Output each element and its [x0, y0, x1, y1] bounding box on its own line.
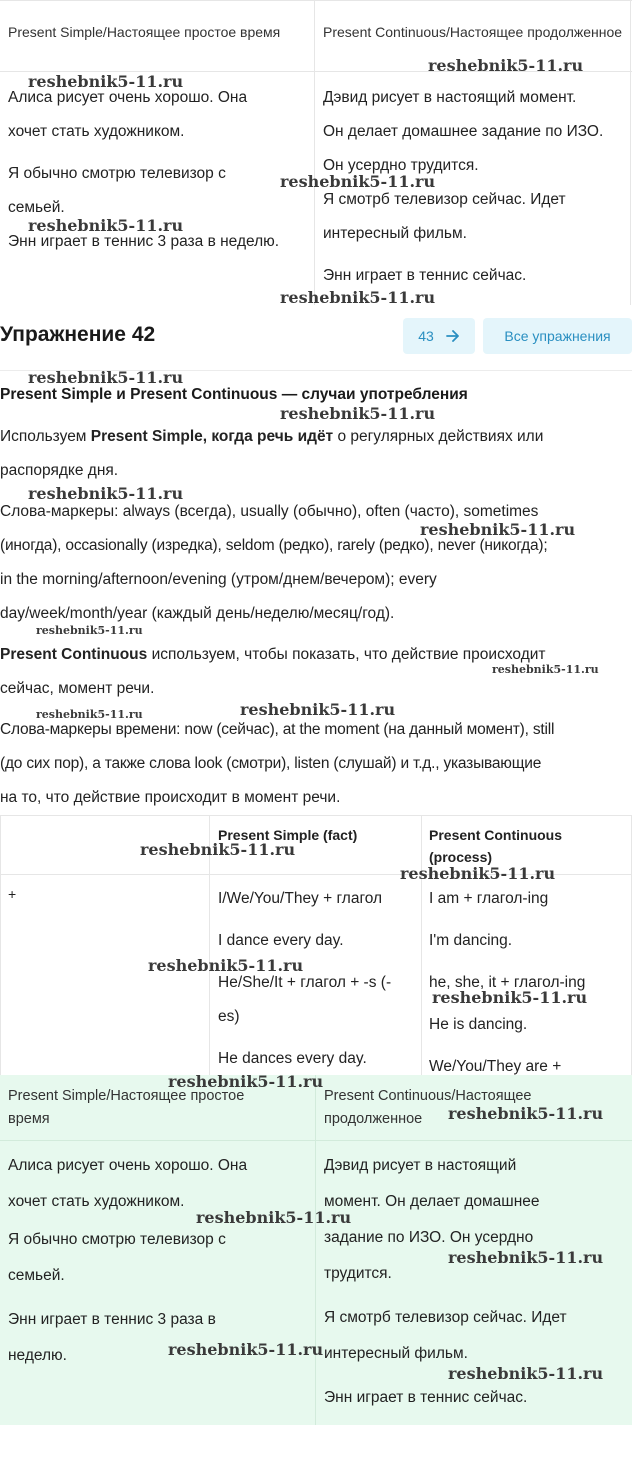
text: in the morning/afternoon/evening (утром/днем/вечером); every	[0, 571, 437, 588]
cell-line: неделю.	[8, 1347, 67, 1364]
cell-line: Дэвид рисует в настоящий момент.	[323, 89, 577, 106]
cell-line: He/She/It + глагол + -s (-	[218, 974, 392, 991]
watermark: reshebnik5-11.ru	[448, 1364, 604, 1383]
watermark: reshebnik5-11.ru	[28, 216, 184, 235]
text: распорядке дня.	[0, 462, 119, 479]
cell-line: Алиса рисует очень хорошо. Она	[8, 1157, 248, 1174]
watermark: reshebnik5-11.ru	[448, 1104, 604, 1123]
text: day/week/month/year (каждый день/неделю/месяц/год).	[0, 605, 395, 622]
cell-line: момент. Он делает домашнее	[324, 1193, 540, 1210]
cell-line: семьей.	[8, 1267, 65, 1284]
cell-line: es)	[218, 1008, 240, 1025]
watermark: reshebnik5-11.ru	[420, 520, 576, 539]
cell-line: Я обычно смотрю телевизор с	[8, 1231, 226, 1248]
table-divider	[630, 1, 631, 305]
cell-simple	[218, 878, 418, 1075]
cell-line: Энн играет в теннис сейчас.	[324, 1389, 528, 1406]
cell-continuous	[429, 878, 629, 1075]
grammar-table	[0, 815, 632, 1075]
cell-line: Он усердно трудится.	[323, 157, 479, 174]
cell-line: задание по ИЗО. Он усердно	[324, 1229, 534, 1246]
text: (process)	[429, 849, 493, 865]
text: Слова-маркеры: always (всегда), usually (обычно), often (часто), sometimes	[0, 503, 539, 520]
watermark: reshebnik5-11.ru	[280, 288, 436, 307]
watermark: reshebnik5-11.ru	[28, 72, 184, 91]
watermark: reshebnik5-11.ru	[168, 1340, 324, 1359]
watermark: reshebnik5-11.ru	[168, 1072, 324, 1091]
watermark: reshebnik5-11.ru	[280, 404, 436, 423]
watermark: reshebnik5-11.ru	[280, 172, 436, 191]
cell-line: I am + глагол-ing	[429, 890, 549, 907]
watermark: reshebnik5-11.ru	[428, 56, 584, 75]
text: на то, что действие происходит в момент речи.	[0, 789, 341, 806]
table-divider	[0, 816, 1, 1075]
cell-line: he, she, it + глагол-ing	[429, 974, 586, 991]
watermark: reshebnik5-11.ru	[240, 700, 396, 719]
watermark: reshebnik5-11.ru	[196, 1208, 352, 1227]
arrow-right-icon	[446, 319, 460, 355]
table-header-simple	[8, 1085, 308, 1131]
cell-line: I/We/You/They + глагол	[218, 890, 383, 907]
text: Используем	[0, 428, 91, 445]
theory-paragraph-2	[0, 495, 632, 631]
text: Present Continuous/Настоящее	[324, 1088, 532, 1104]
theory-paragraph-4	[0, 713, 632, 815]
cell-line: Я смотрб телевизор сейчас. Идет	[324, 1309, 567, 1326]
text: сейчас, момент речи.	[0, 680, 155, 697]
text: продолженное	[324, 1111, 423, 1127]
table-header-continuous: Present Continuous/Настоящее продолженное	[323, 24, 623, 40]
text: (до сих пор), а также слова look (смотри), listen (слушай) и т.д., указывающие	[0, 755, 542, 772]
table-divider	[314, 1, 315, 305]
cell-line: I'm dancing.	[429, 932, 513, 949]
cell-line: Энн играет в теннис сейчас.	[323, 267, 527, 284]
watermark: reshebnik5-11.ru	[448, 1248, 604, 1267]
table-header-simple: Present Simple/Настоящее простое время	[8, 24, 281, 40]
watermark: reshebnik5-11.ru	[492, 663, 599, 676]
table-divider	[0, 1140, 632, 1141]
cell-line: He dances every day.	[218, 1050, 367, 1067]
cell-line: He is dancing.	[429, 1016, 528, 1033]
answer-table-top	[0, 0, 632, 305]
cell-line: интересный фильм.	[324, 1345, 468, 1362]
text: о регулярных действиях или	[333, 428, 544, 445]
watermark: reshebnik5-11.ru	[400, 864, 556, 883]
row-label-positive: +	[8, 886, 17, 902]
cell-line: Я смотрб телевизор сейчас. Идет	[323, 191, 566, 208]
exercise-title: Упражнение 42	[0, 323, 156, 346]
cell-line: Я обычно смотрю телевизор с	[8, 165, 226, 182]
cell-line: Он делает домашнее задание по ИЗО.	[323, 123, 604, 140]
next-exercise-label: 43	[418, 328, 434, 344]
cell-line: хочет стать художником.	[8, 123, 185, 140]
column-header-simple: Present Simple (fact)	[218, 827, 358, 843]
watermark: reshebnik5-11.ru	[432, 988, 588, 1007]
text-bold: Present Continuous	[0, 646, 148, 663]
all-exercises-button[interactable]: Все упражнения	[483, 318, 632, 354]
cell-line: хочет стать художником.	[8, 1193, 185, 1210]
text: (иногда), occasionally (изредка), seldom (редко), rarely (редко), never (никогда);	[0, 537, 548, 554]
watermark: reshebnik5-11.ru	[140, 840, 296, 859]
watermark: reshebnik5-11.ru	[28, 484, 184, 503]
theory-title: Present Simple и Present Continuous — случаи употребления	[0, 386, 468, 403]
cell-line: We/You/They are +	[429, 1058, 562, 1075]
text: Present Continuous	[429, 827, 563, 843]
watermark: reshebnik5-11.ru	[148, 956, 304, 975]
table-divider	[315, 1075, 316, 1425]
cell-line: Алиса рисует очень хорошо. Она	[8, 89, 248, 106]
watermark: reshebnik5-11.ru	[28, 368, 184, 387]
cell-line: семьей.	[8, 199, 65, 216]
table-divider	[421, 816, 422, 1075]
next-exercise-button[interactable]	[403, 318, 475, 354]
text: Слова-маркеры времени: now (сейчас), at the moment (на данный момент), still	[0, 721, 555, 738]
text: Present Simple/Настоящее простое	[8, 1088, 245, 1104]
cell-line: Энн играет в теннис 3 раза в неделю.	[8, 233, 280, 250]
cell-line: трудится.	[324, 1265, 392, 1282]
theory-paragraph-1	[0, 420, 632, 488]
text: используем, чтобы показать, что действие происходит	[147, 646, 546, 663]
cell-line: Энн играет в теннис 3 раза в	[8, 1311, 216, 1328]
text: время	[8, 1111, 50, 1127]
cell-line: интересный фильм.	[323, 225, 467, 242]
cell-line: Дэвид рисует в настоящий	[324, 1157, 517, 1174]
column-header-continuous	[429, 824, 562, 868]
watermark: reshebnik5-11.ru	[36, 624, 143, 637]
watermark: reshebnik5-11.ru	[36, 708, 143, 721]
cell-line: I dance every day.	[218, 932, 344, 949]
text-bold: Present Simple, когда речь идёт	[90, 428, 334, 445]
